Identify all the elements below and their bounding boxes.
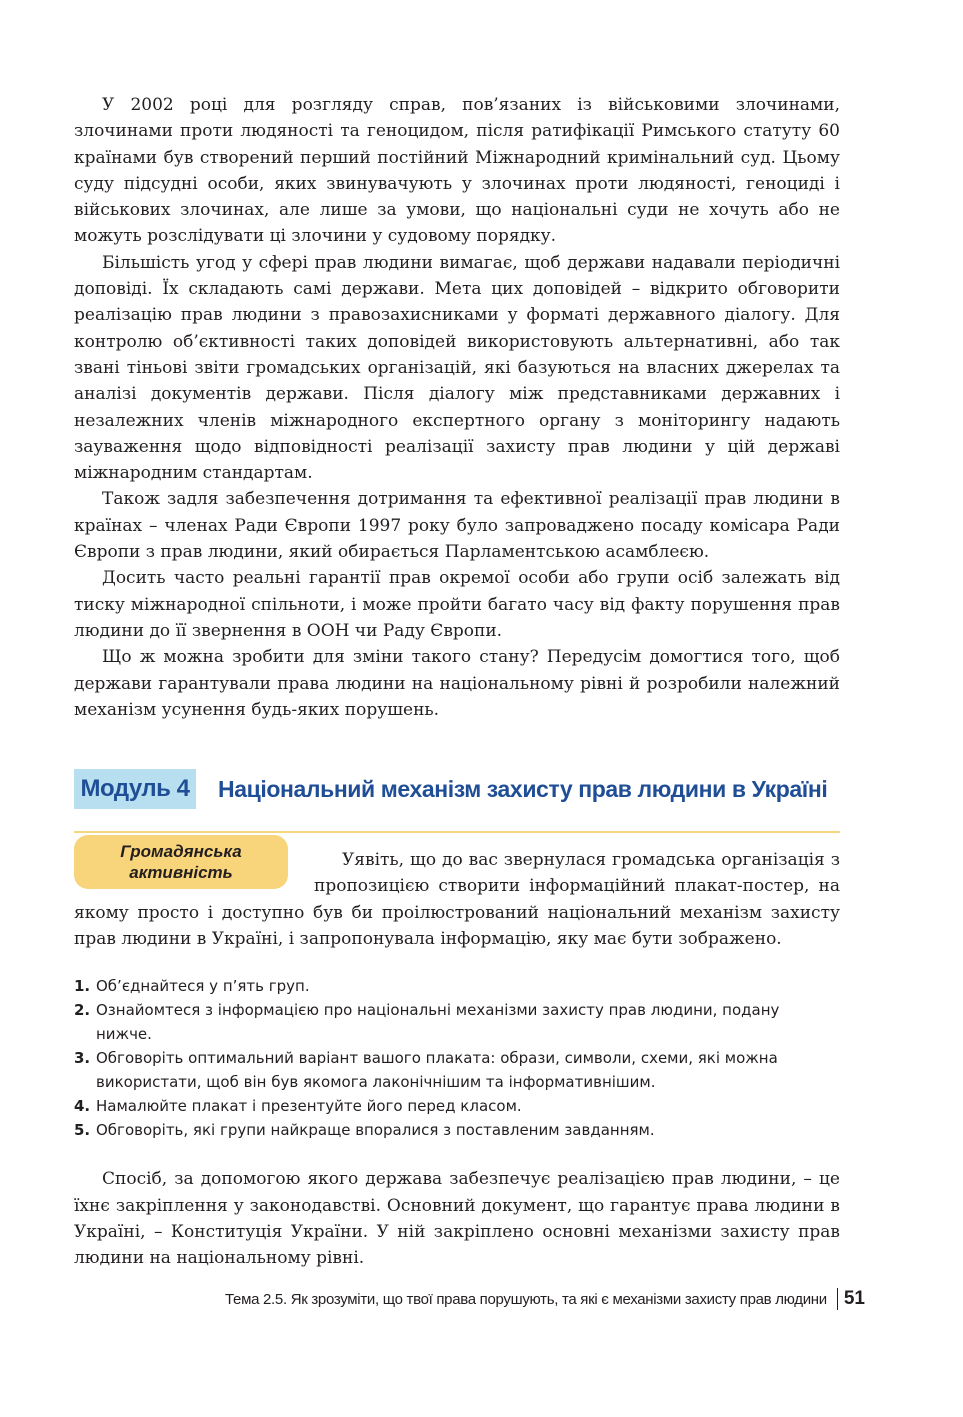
step-text: Об’єднайтеся у п’ять груп. xyxy=(96,977,310,996)
steps-list xyxy=(74,974,840,1142)
body-paragraph: У 2002 році для розгляду справ, пов’язаних із військовими злочинами, злочинами проти людяності та геноцидом, після ратифікації Римського статуту 60 країнами був створений перший постійний Міжнародний кримінальний суд. Цьому суду підсудні особи, яких звинувачують у злочинах проти людяності, геноциді і військових злочинах, але лише за умови, що національні суди не хочуть або не можуть розслідувати ці злочини у судовому порядку. xyxy=(74,95,840,247)
body-paragraph: Також задля забезпечення дотримання та ефективної реалізації прав людини в країнах – членах Ради Європи 1997 року було запроваджено посаду комісара Ради Європи з прав людини, який обирається Парламентською асамблеєю. xyxy=(74,489,840,563)
activity-section xyxy=(74,831,840,1142)
step-number: 5. xyxy=(74,1121,91,1140)
body-paragraph: Досить часто реальні гарантії прав окремої особи або групи осіб залежать від тиску міжнародної спільноти, і може пройти багато часу від факту порушення прав людини до її звернення в ООН чи Раду Європи. xyxy=(74,568,840,641)
module-title: Національний механізм захисту прав людини в Україні xyxy=(218,776,828,803)
divider xyxy=(74,831,840,833)
module-header xyxy=(74,769,840,815)
module-label: Модуль 4 xyxy=(74,769,196,809)
body-paragraph: Що ж можна зробити для зміни такого стану? Передусім домогтися того, щоб держави гарантували права людини на національному рівні й розробили належний механізм усунення будь-яких порушень. xyxy=(74,647,840,720)
step-text: Обговоріть оптимальний варіант вашого плаката: образи, символи, схеми, які можна використати, щоб він був якомога лаконічнішим та інформативнішим. xyxy=(96,1049,778,1092)
step-number: 3. xyxy=(74,1049,91,1068)
closing-paragraph: Спосіб, за допомогою якого держава забезпечує реалізацією прав людини, – це їхнє закріплення у законодавстві. Основний документ, що гарантує права людини в Україні, – Конституція України. У ній закріплено основні механізми захисту прав людини на національному рівні. xyxy=(74,1169,840,1269)
footer-text: Тема 2.5. Як зрозуміти, що твої права порушують, та які є механізми захисту прав людини xyxy=(225,1290,827,1308)
step-text: Обговоріть, які групи найкраще впоралися з поставленим завданням. xyxy=(96,1121,655,1140)
list-item xyxy=(74,1046,840,1094)
list-item xyxy=(74,974,840,998)
activity-intro: Уявіть, що до вас звернулася громадська організація з пропозицією створити інформаційний плакат-постер, на якому просто і доступно був би проілюстрований національний механізм захисту прав людини в Україні, і запропонувала інформацію, яку має бути зображено. xyxy=(74,850,840,950)
badge-line: Громадянська xyxy=(120,842,242,862)
list-item xyxy=(74,1094,840,1118)
body-paragraph: Більшість угод у сфері прав людини вимагає, щоб держави надавали періодичні доповіді. Їх складають самі держави. Мета цих доповідей – відкрито обговорити реалізацію прав людини з правозахисниками у форматі державного діалогу. Для контролю об’єктивності таких доповідей використовують альтернативні, або так звані тіньові звіти громадських організацій, які базуються на власних джерелах та аналізі документів держави. Після діалогу між представниками державних і незалежних членів міжнародного експертного органу з моніторингу надають зауваження щодо відповідності реалізації захисту прав людини у цій державі міжнародним стандартам. xyxy=(74,252,840,484)
step-number: 2. xyxy=(74,1001,91,1020)
list-item xyxy=(74,998,840,1046)
step-number: 4. xyxy=(74,1097,91,1116)
page-number: 51 xyxy=(843,1288,865,1309)
step-number: 1. xyxy=(74,977,91,996)
page-footer xyxy=(120,1286,865,1312)
footer-divider xyxy=(837,1288,838,1310)
step-text: Ознайомтеся з інформацією про національні механізми захисту прав людини, подану нижче. xyxy=(96,1001,780,1044)
badge-line: активність xyxy=(129,863,233,883)
activity-badge xyxy=(74,835,288,889)
step-text: Намалюйте плакат і презентуйте його перед класом. xyxy=(96,1097,522,1116)
page-content xyxy=(74,92,840,1272)
list-item xyxy=(74,1118,840,1142)
